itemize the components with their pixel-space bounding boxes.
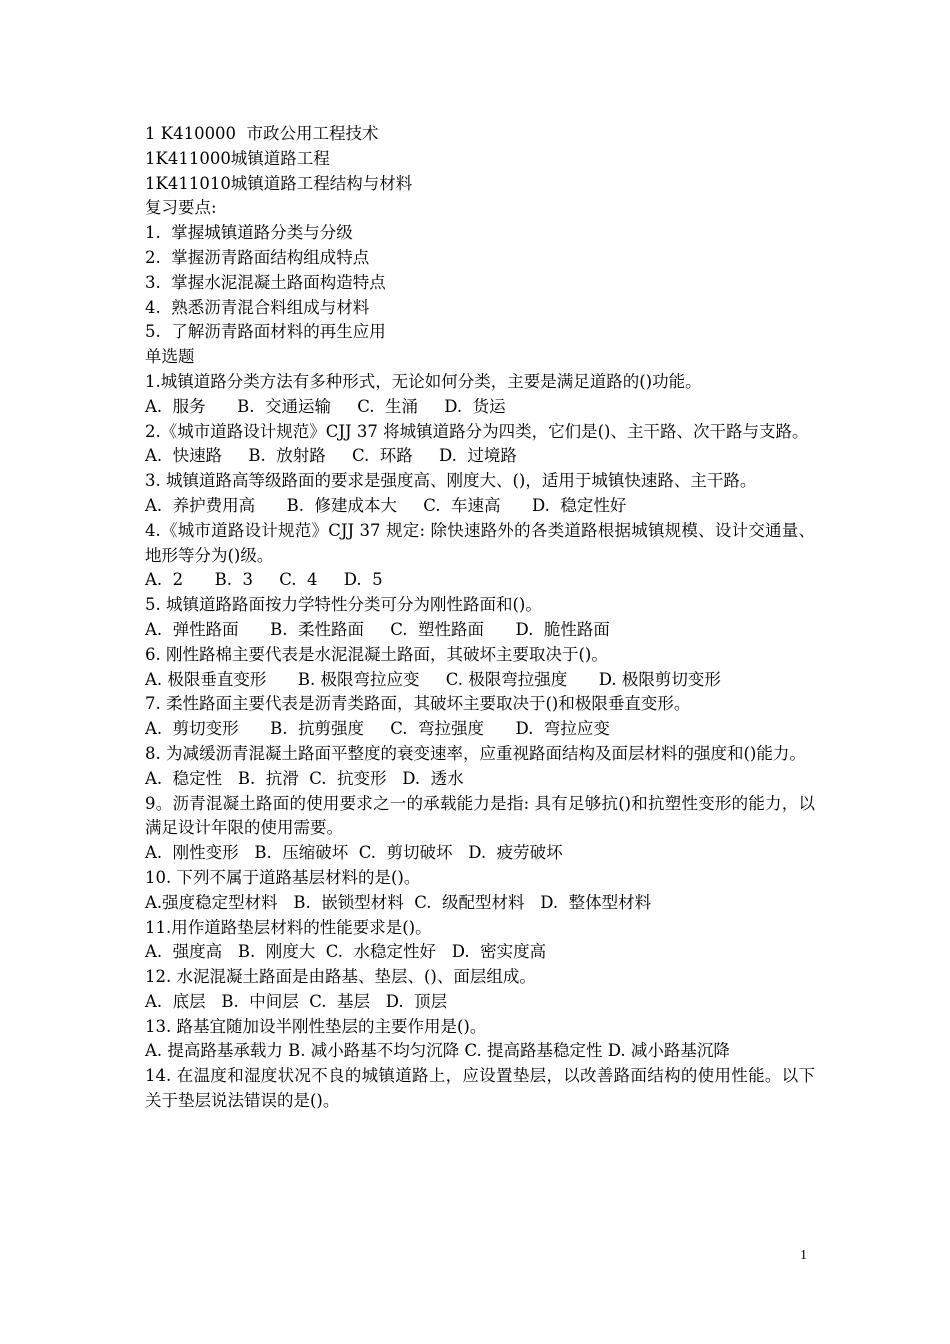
question-text: 10. 下列不属于道路基层材料的是()。 (145, 867, 421, 887)
question-options: A. 提高路基承载力 B. 减小路基不均匀沉降 C. 提高路基稳定性 D. 减小路基沉降 (145, 1041, 730, 1061)
question-options: A. 极限垂直变形 B. 极限弯拉应变 C. 极限弯拉强度 D. 极限剪切变形 (145, 669, 721, 689)
review-point: 4. 熟悉沥青混合料组成与材料 (145, 297, 370, 317)
question-text: 7. 柔性路面主要代表是沥青类路面，其破坏主要取决于()和极限垂直变形。 (145, 694, 691, 714)
question-text: 4.《城市道路设计规范》CJJ 37 规定: 除快速路外的各类道路根据城镇规模、设计交通量、地形等分为()级。 (145, 520, 815, 565)
question-options: A. 强度高 B. 刚度大 C. 水稳定性好 D. 密实度高 (145, 942, 547, 962)
page-number: 1 (800, 1248, 807, 1263)
question-text: 5. 城镇道路路面按力学特性分类可分为刚性路面和()。 (145, 595, 542, 615)
question-text: 3. 城镇道路高等级路面的要求是强度高、刚度大、()，适用于城镇快速路、主干路。 (145, 471, 757, 491)
review-point: 3. 掌握水泥混凝土路面构造特点 (145, 272, 386, 292)
question-section-title: 单选题 (145, 347, 195, 367)
question-text: 13. 路基宜随加设半刚性垫层的主要作用是()。 (145, 1016, 487, 1036)
section-heading: 1K411000城镇道路工程 (145, 148, 330, 168)
review-title: 复习要点: (145, 198, 217, 218)
question-options: A. 稳定性 B. 抗滑 C. 抗变形 D. 透水 (145, 768, 464, 788)
question-text: 11.用作道路垫层材料的性能要求是()。 (145, 917, 432, 937)
question-text: 6. 刚性路棉主要代表是水泥混凝土路面，其破坏主要取决于()。 (145, 644, 608, 664)
question-text: 1.城镇道路分类方法有多种形式，无论如何分类，主要是满足道路的()功能。 (145, 371, 702, 391)
question-options: A. 服务 B. 交通运输 C. 生涌 D. 货运 (145, 396, 506, 416)
question-options: A. 底层 B. 中间层 C. 基层 D. 顶层 (145, 991, 448, 1011)
question-options: A. 养护费用高 B. 修建成本大 C. 车速高 D. 稳定性好 (145, 495, 627, 515)
question-text: 9。沥青混凝土路面的使用要求之一的承载能力是指: 具有足够抗()和抗塑性变形的能力，以满足设计年限的使用需要。 (145, 793, 815, 838)
question-text: 14. 在温度和湿度状况不良的城镇道路上，应设置垫层，以改善路面结构的使用性能。以下关于垫层说法错误的是()。 (145, 1066, 815, 1111)
question-options: A. 快速路 B. 放射路 C. 环路 D. 过境路 (145, 446, 517, 466)
chapter-heading: 1 K410000 市政公用工程技术 (145, 124, 379, 143)
question-options: A. 2 B. 3 C. 4 D. 5 (145, 570, 383, 590)
question-text: 12. 水泥混凝土路面是由路基、垫层、()、面层组成。 (145, 967, 536, 987)
question-options: A. 刚性变形 B. 压缩破坏 C. 剪切破坏 D. 疲劳破坏 (145, 843, 563, 863)
question-text: 8. 为减缓沥青混凝土路面平整度的衰变速率，应重视路面结构及面层材料的强度和()能力。 (145, 743, 806, 763)
review-point: 2. 掌握沥青路面结构组成特点 (145, 247, 370, 267)
question-text: 2.《城市道路设计规范》CJJ 37 将城镇道路分为四类，它们是()、主干路、次干路与支路。 (145, 421, 809, 441)
question-options: A.强度稳定型材料 B. 嵌锁型材料 C. 级配型材料 D. 整体型材料 (145, 892, 652, 912)
review-point: 1. 掌握城镇道路分类与分级 (145, 223, 353, 243)
review-point: 5. 了解沥青路面材料的再生应用 (145, 322, 386, 342)
document-body (145, 122, 815, 1114)
question-options: A. 弹性路面 B. 柔性路面 C. 塑性路面 D. 脆性路面 (145, 619, 610, 639)
subsection-heading: 1K411010城镇道路工程结构与材料 (145, 173, 413, 193)
question-options: A. 剪切变形 B. 抗剪强度 C. 弯拉强度 D. 弯拉应变 (145, 719, 610, 739)
